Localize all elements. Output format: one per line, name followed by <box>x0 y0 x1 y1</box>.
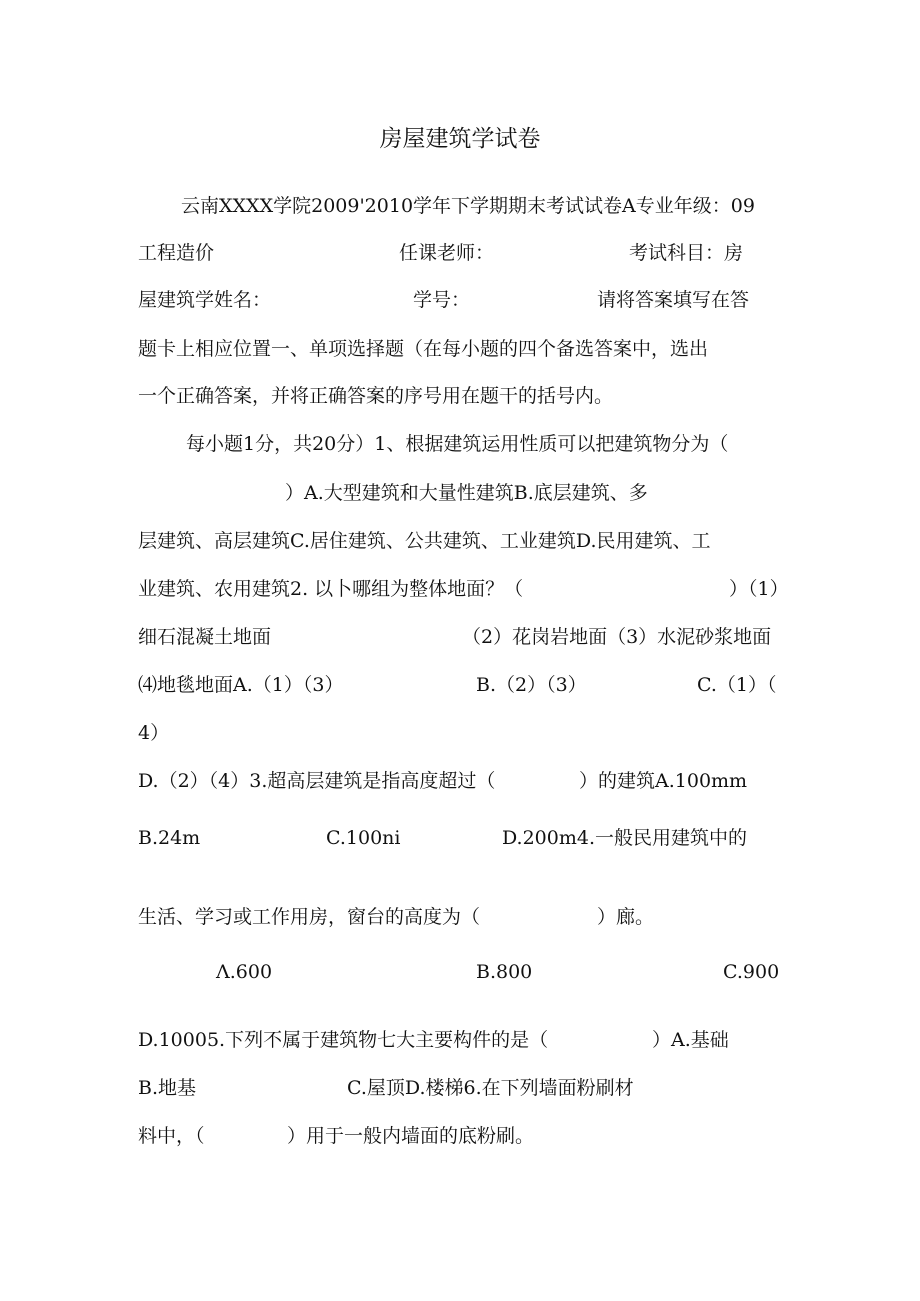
text-line: ）的建筑A.100mm <box>579 770 748 792</box>
text-line: 料中，（ <box>138 1125 205 1147</box>
text-line: B.（2）（3） <box>476 674 587 696</box>
text-line: （2）花岗岩地面（3）水泥砂浆地面 <box>462 626 772 648</box>
text-line: B.地基 <box>138 1077 197 1099</box>
text-line: 一个正确答案，并将正确答案的序号用在题干的括号内。 <box>138 385 614 407</box>
text-line: 考试科目：房 <box>629 242 744 264</box>
text-line: C.（1）（ <box>697 674 777 696</box>
text-line: 屋建筑学姓名： <box>138 289 272 311</box>
text-line: 每小题1分，共20分）1、根据建筑运用性质可以把建筑物分为（ <box>186 433 729 455</box>
text-line: C.屋顶D.楼梯6.在下列墙面粉刷材 <box>347 1077 634 1099</box>
text-line: 业建筑、农用建筑2. 以卜哪组为整体地面？（ <box>138 578 524 600</box>
text-line: B.24m <box>138 827 201 849</box>
text-line: C.100ni <box>326 827 401 849</box>
text-line: ⑷地毯地面A.（1）（3） <box>138 674 344 696</box>
text-line: ）（1） <box>729 578 789 600</box>
text-line: D.10005.下列不属于建筑物七大主要构件的是（ <box>138 1029 549 1051</box>
text-line: 细石混凝土地面 <box>138 626 272 648</box>
text-line: 层建筑、高层建筑C.居住建筑、公共建筑、工业建筑D.民用建筑、工 <box>138 530 711 552</box>
document-title: 房屋建筑学试卷 <box>379 126 541 152</box>
text-line: C.900 <box>723 961 780 983</box>
text-line: 生活、学习或工作用房，窗台的高度为（ <box>138 906 481 928</box>
text-line: ）A.大型建筑和大量性建筑B.底层建筑、多 <box>285 482 648 504</box>
text-line: 学号： <box>413 289 471 311</box>
text-line: 云南XXXX学院2009'2010学年下学期期末考试试卷A专业年级：09 <box>181 195 755 217</box>
text-line: 工程造价 <box>138 242 215 264</box>
text-line: 请将答案填写在答 <box>597 289 750 311</box>
text-line: ）廊。 <box>597 906 655 928</box>
text-line: 题卡上相应位置一、单项选择题（在每小题的四个备选答案中，选出 <box>138 338 709 360</box>
text-line: D.（2）（4）3.超高层建筑是指高度超过（ <box>138 770 496 792</box>
text-line: D.200m4.一般民用建筑中的 <box>502 827 748 849</box>
text-line: ）用于一般内墙面的底粉刷。 <box>287 1125 535 1147</box>
text-line: 4） <box>138 722 170 744</box>
text-line: 任课老师： <box>399 242 495 264</box>
text-line: Λ.600 <box>216 961 273 983</box>
text-line: ）A.基础 <box>652 1029 729 1051</box>
text-line: B.800 <box>476 961 533 983</box>
